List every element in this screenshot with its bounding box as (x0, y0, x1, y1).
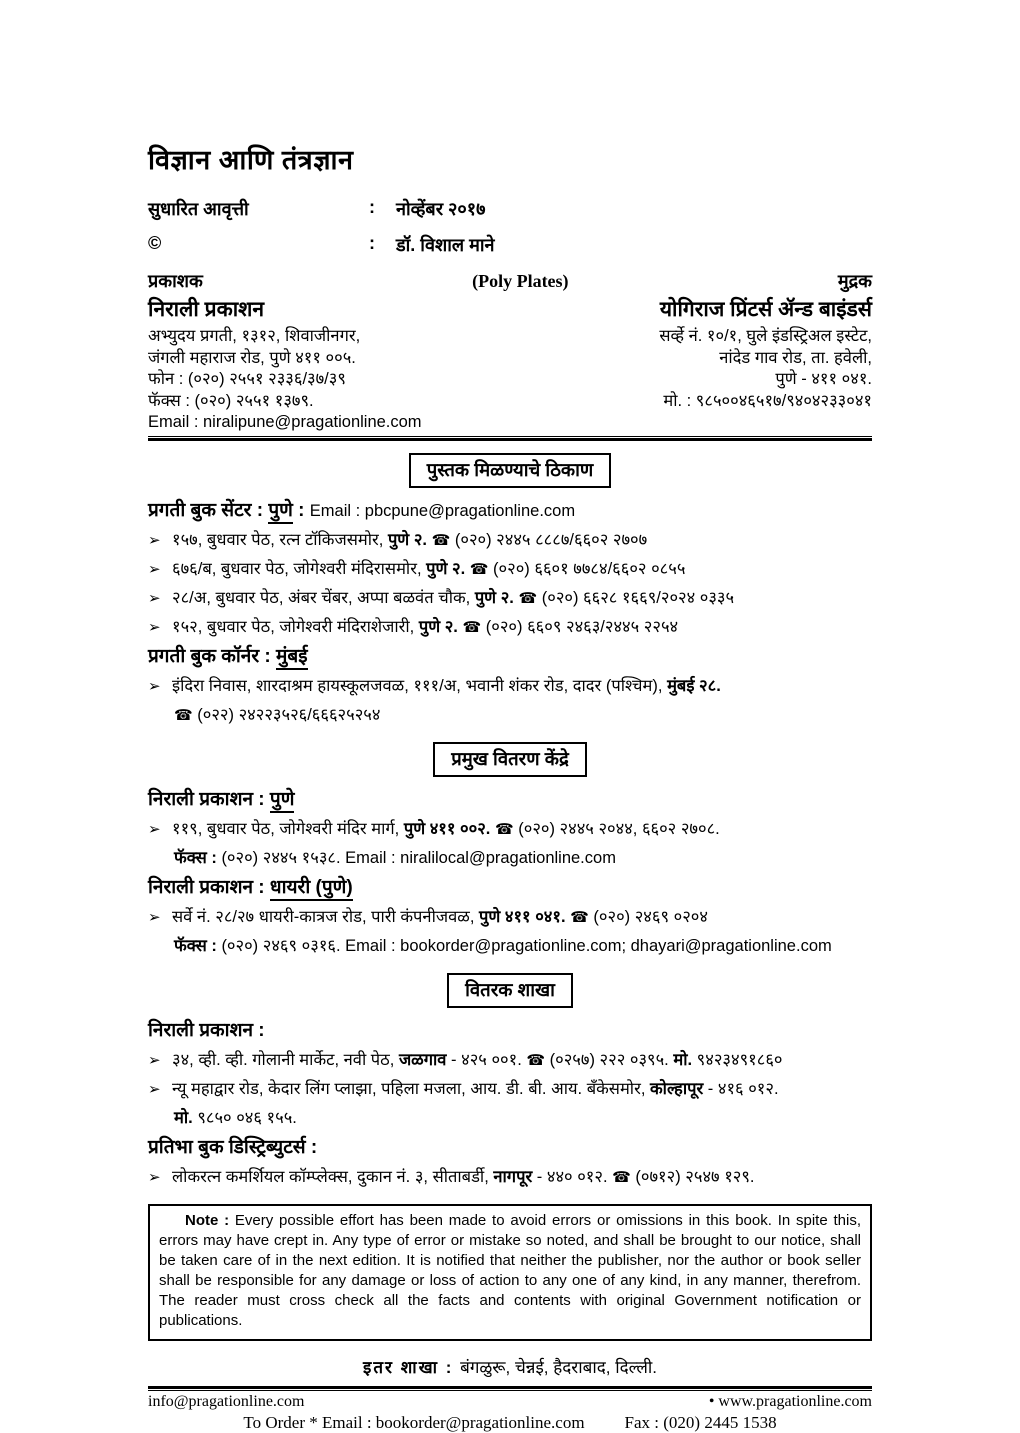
heading-text: निराली प्रकाशन : (148, 876, 270, 898)
printer-address-line: पुणे - ४११ ०४१. (775, 370, 872, 388)
arrow-bullet-icon: ➢ (148, 618, 161, 636)
other-branches-cities: बंगळुरू, चेन्नई, हैदराबाद, दिल्ली. (460, 1357, 657, 1377)
branch-address: १५२, बुधवार पेठ, जोगेश्वरी मंदिराशेजारी, (172, 617, 419, 636)
edition-row (148, 197, 872, 221)
pratibha-heading: प्रतिभा बुक डिस्ट्रिब्युटर्स : (148, 1136, 318, 1158)
publisher-label: प्रकाशक (148, 271, 203, 291)
branch-item (148, 672, 872, 701)
branch-city: मुंबई २८. (667, 676, 721, 695)
heading-city-underlined: मुंबई (276, 646, 308, 670)
branch-city: जळगाव (398, 1050, 447, 1069)
branch-pincode: - ४१६ ०१२. (703, 1079, 779, 1098)
branch-phone: (०२०) ६६०१ ७७८४/६६०२ ०८५५ (488, 559, 686, 578)
note-body: Every possible effort has been made to avoid errors or omissions in this book. In spite this, errors may have crept in. Any type of error or mistake so noted, and shall be brought to our notice, shall be taken care of in the next edition. It is notified that neither the publisher, nor the author or book seller shall be responsible for any damage or loss of action to any one of any kind, in any manner, therefrom. The reader must cross check all the facts and contents with original Government notification or publications. (159, 1211, 861, 1329)
fax-label: फॅक्स : (174, 936, 222, 955)
branch-pincode: - ४२५ ००१. (446, 1050, 527, 1069)
phone-icon: ☎ (612, 1168, 631, 1186)
publisher-address-line: जंगली महाराज रोड, पुणे ४११ ००५. (148, 348, 356, 367)
horizontal-rule (148, 436, 872, 441)
mobile-value: ९८५० ०४६ १५५. (192, 1108, 297, 1127)
branch-city: पुणे ४११ ००२. (403, 819, 491, 838)
arrow-bullet-icon: ➢ (148, 908, 161, 926)
phone-icon: ☎ (469, 560, 489, 578)
branch-address: सर्वे नं. २८/२७ धायरी-कात्रज रोड, पारी कंपनीजवळ, (172, 907, 479, 926)
branch-phone: (०२०) २४४५ २०४४, ६६०२ २७०८. (513, 819, 720, 838)
note-label: Note : (185, 1211, 235, 1229)
printer-mobile: मो. : ९८५००४६५१७/९४०४२३३०४१ (663, 391, 872, 410)
phone-icon: ☎ (526, 1051, 546, 1069)
branch-email: Email : niralilocal@pragationline.com (345, 848, 616, 867)
branch-phone: (०२५७) २२२ ०३९५. (545, 1050, 674, 1069)
branch-phone: (०२२) २४२२३५२६/६६६२५२५४ (192, 705, 381, 724)
horizontal-rule-double (148, 1386, 872, 1391)
publisher-printer-labels (148, 269, 872, 293)
branch-city: नागपूर (493, 1167, 533, 1186)
printer-address (659, 326, 872, 434)
edition-label: सुधारित आवृत्ती (148, 199, 249, 219)
publisher-address-line: अभ्युदय प्रगती, १३१२, शिवाजीनगर, (148, 327, 361, 345)
branch-city: पुणे २. (387, 530, 427, 549)
branch-phone: (०२०) ६६२८ १६६९/२०२४ ०३३५ (537, 588, 735, 607)
branch-item (148, 1075, 872, 1104)
disclaimer-text (159, 1211, 861, 1331)
footer-fax: Fax : (020) 2445 1538 (624, 1412, 777, 1432)
heading-text: : (292, 499, 310, 521)
branch-item-continuation (148, 701, 872, 730)
fax-value: (०२०) २४४५ १५३८. (221, 848, 346, 867)
pbc-mumbai-heading (148, 642, 872, 672)
footer-order-email: To Order * Email : bookorder@pragationline.com (243, 1412, 585, 1432)
publisher-address (148, 326, 422, 434)
branch-address: १५७, बुधवार पेठ, रत्न टॉकिजसमोर, (172, 530, 388, 549)
footer-email: info@pragationline.com (148, 1392, 305, 1410)
other-branches-label: इतर शाखा : (363, 1357, 461, 1377)
imprint-page (148, 0, 872, 1433)
branch-address: इंदिरा निवास, शारदाश्रम हायस्कूलजवळ, १११/अ, भवानी शंकर रोड, दादर (पश्चिम), (172, 676, 668, 695)
branch-item-continuation (148, 844, 872, 873)
heading-city-underlined: धायरी (पुणे) (270, 877, 353, 901)
printer-address-line: सर्व्हे नं. १०/१, घुले इंडस्ट्रिअल इस्टेट, (659, 327, 872, 345)
disclaimer-note-box (148, 1204, 872, 1341)
edition-value: नोव्हेंबर २०१७ (396, 199, 486, 219)
printer-label: मुद्रक (837, 271, 872, 291)
branch-item (148, 1163, 872, 1192)
section-header-wrap (148, 453, 872, 488)
branch-item (148, 555, 872, 584)
branch-city: पुणे ४११ ०४१. (479, 907, 566, 926)
branch-city: पुणे २. (418, 617, 458, 636)
arrow-bullet-icon: ➢ (148, 589, 161, 607)
branch-address: २८/अ, बुधवार पेठ, अंबर चेंबर, अप्पा बळवंत चौक, (172, 588, 475, 607)
poly-plates-note: (Poly Plates) (472, 271, 569, 291)
publisher-phone: फोन : (०२०) २५५१ २३३६/३७/३९ (148, 370, 346, 388)
branch-city: पुणे २. (426, 559, 466, 578)
arrow-bullet-icon: ➢ (148, 560, 161, 578)
other-branches-line (148, 1355, 872, 1378)
page-title: विज्ञान आणि तंत्रज्ञान (148, 145, 354, 175)
pbc-pune-heading (148, 496, 872, 526)
publisher-printer-names (148, 295, 872, 323)
section-header-book-places: पुस्तक मिळण्याचे ठिकाण (409, 453, 612, 488)
branch-phone: (०२०) २४४५ ८८८७/६६०२ २७०७ (450, 530, 648, 549)
colon-separator: : (369, 197, 375, 217)
fax-label: फॅक्स : (174, 848, 222, 867)
branch-pincode: - ४४० ०१२. (532, 1167, 613, 1186)
mobile-label: मो. (673, 1050, 693, 1069)
footer-order-line (148, 1413, 872, 1433)
branch-item (148, 613, 872, 642)
heading-city-underlined: पुणे (268, 500, 293, 524)
copyright-icon: © (148, 233, 162, 253)
phone-icon: ☎ (494, 820, 514, 838)
branch-phone: (०२०) २४६९ ०२०४ (588, 907, 708, 926)
heading-city-underlined: पुणे (270, 789, 295, 813)
publisher-name: निराली प्रकाशन (148, 298, 265, 321)
phone-icon: ☎ (462, 618, 482, 636)
phone-icon: ☎ (431, 531, 451, 549)
branch-address: ११९, बुधवार पेठ, जोगेश्वरी मंदिर मार्ग, (172, 819, 404, 838)
branch-email: Email : bookorder@pragationline.com; dhayari@pragationline.com (345, 936, 832, 955)
branch-item (148, 526, 872, 555)
fax-value: (०२०) २४६९ ०३१६. (221, 936, 346, 955)
arrow-bullet-icon: ➢ (148, 677, 161, 695)
arrow-bullet-icon: ➢ (148, 1168, 161, 1186)
branch-item (148, 584, 872, 613)
branch-address: न्यू महाद्वार रोड, केदार लिंग प्लाझा, पहिला मजला, आय. डी. बी. आय. बँकेसमोर, (172, 1079, 650, 1098)
branch-phone: (०२०) ६६०९ २४६३/२४४५ २२५४ (481, 617, 679, 636)
branch-address: ६७६/ब, बुधवार पेठ, जोगेश्वरी मंदिरासमोर, (172, 559, 427, 578)
branch-item-continuation (148, 1104, 872, 1133)
footer-contact-row (148, 1393, 872, 1411)
branch-item (148, 1046, 872, 1075)
heading-text: प्रगती बुक सेंटर : (148, 499, 269, 521)
branch-address: लोकरत्न कमर्शियल कॉम्प्लेक्स, दुकान नं. ३, सीताबर्डी, (172, 1167, 494, 1186)
phone-icon: ☎ (570, 908, 589, 926)
nirali-pune-heading (148, 785, 872, 815)
section-header-distribution: प्रमुख वितरण केंद्रे (433, 742, 587, 777)
address-columns (148, 326, 872, 434)
section-header-branches: वितरक शाखा (447, 973, 573, 1008)
publisher-email: Email : niralipune@pragationline.com (148, 413, 422, 431)
branch-address: ३४, व्ही. व्ही. गोलानी मार्केट, नवी पेठ, (172, 1050, 399, 1069)
printer-address-line: नांदेड गाव रोड, ता. हवेली, (719, 348, 872, 367)
arrow-bullet-icon: ➢ (148, 1080, 161, 1098)
printer-name: योगिराज प्रिंटर्स ॲन्ड बाइंडर्स (659, 298, 872, 321)
arrow-bullet-icon: ➢ (148, 1051, 161, 1069)
section-header-wrap (148, 973, 872, 1008)
branch-item (148, 815, 872, 844)
branch-phone: (०७१२) २५४७ १२९. (630, 1167, 755, 1186)
branch-city: पुणे २. (474, 588, 514, 607)
copyright-row (148, 233, 872, 257)
nirali-branches-heading: निराली प्रकाशन : (148, 1019, 265, 1041)
arrow-bullet-icon: ➢ (148, 820, 161, 838)
footer-website: • www.pragationline.com (708, 1392, 872, 1410)
branch-item (148, 903, 872, 932)
phone-icon: ☎ (518, 589, 538, 607)
mobile-label: मो. (174, 1108, 193, 1127)
copyright-holder: डॉ. विशाल माने (396, 235, 495, 255)
arrow-bullet-icon: ➢ (148, 531, 161, 549)
heading-text: निराली प्रकाशन : (148, 788, 270, 810)
branch-item-continuation (148, 932, 872, 961)
publisher-fax: फॅक्स : (०२०) २५५१ १३७९. (148, 391, 314, 410)
heading-text: प्रगती बुक कॉर्नर : (148, 645, 276, 667)
nirali-dhayari-heading (148, 873, 872, 903)
section-header-wrap (148, 742, 872, 777)
phone-icon: ☎ (174, 706, 193, 724)
mobile-value: ९४२३४९१८६० (692, 1050, 783, 1069)
pbc-pune-email: Email : pbcpune@pragationline.com (309, 501, 576, 520)
colon-separator: : (369, 233, 375, 253)
branch-city: कोल्हापूर (650, 1079, 704, 1098)
